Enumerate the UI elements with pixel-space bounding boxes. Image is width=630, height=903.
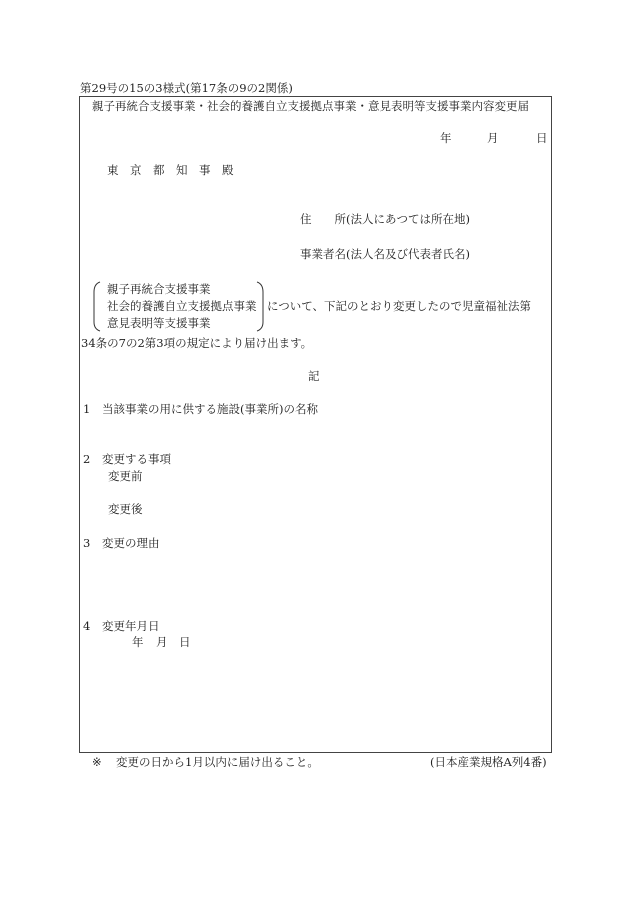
- date-day: 日: [536, 131, 548, 145]
- item-2-after: 変更後: [108, 502, 143, 516]
- bracket-item-3: 意見表明等支援事業: [107, 316, 211, 330]
- item-4-month: 月: [156, 635, 168, 649]
- item-4-day: 日: [179, 635, 191, 649]
- statement-continuation: について、下記のとおり変更したので児童福祉法第: [267, 299, 532, 313]
- footer-spec: (日本産業規格A列4番): [430, 755, 547, 769]
- left-bracket: [94, 282, 100, 331]
- form-frame: [79, 96, 552, 753]
- item-2-before: 変更前: [108, 469, 143, 483]
- addressee: 東 京 都 知 事 殿: [107, 163, 234, 177]
- bracket-item-2: 社会的養護自立支援拠点事業: [107, 299, 257, 313]
- item-2-label: 変更する事項: [102, 452, 171, 466]
- item-2-number: 2: [83, 452, 91, 466]
- form-number: 第29号の15の3様式(第17条の9の2関係): [80, 81, 293, 95]
- date-month: 月: [487, 131, 499, 145]
- item-4-number: 4: [83, 619, 91, 633]
- item-4-year: 年: [132, 635, 144, 649]
- statement-line-2: 34条の7の2第3項の規定により届け出ます。: [81, 336, 313, 350]
- item-1-number: 1: [83, 402, 91, 416]
- operator-label: 事業者名(法人名及び代表者氏名): [300, 247, 470, 261]
- date-year: 年: [440, 131, 452, 145]
- address-label: 住 所(法人にあつては所在地): [300, 212, 470, 226]
- bracket-item-1: 親子再統合支援事業: [107, 282, 211, 296]
- item-1-label: 当該事業の用に供する施設(事業所)の名称: [102, 402, 318, 416]
- right-bracket: [257, 282, 263, 331]
- form-title: 親子再統合支援事業・社会的養護自立支援拠点事業・意見表明等支援事業内容変更届: [92, 99, 529, 113]
- item-3-number: 3: [83, 536, 91, 550]
- footer-note: 変更の日から1月以内に届け出ること。: [116, 755, 319, 769]
- ki-heading: 記: [308, 369, 320, 383]
- footer-mark: ※: [92, 755, 102, 769]
- item-4-label: 変更年月日: [102, 619, 160, 633]
- item-3-label: 変更の理由: [102, 536, 160, 550]
